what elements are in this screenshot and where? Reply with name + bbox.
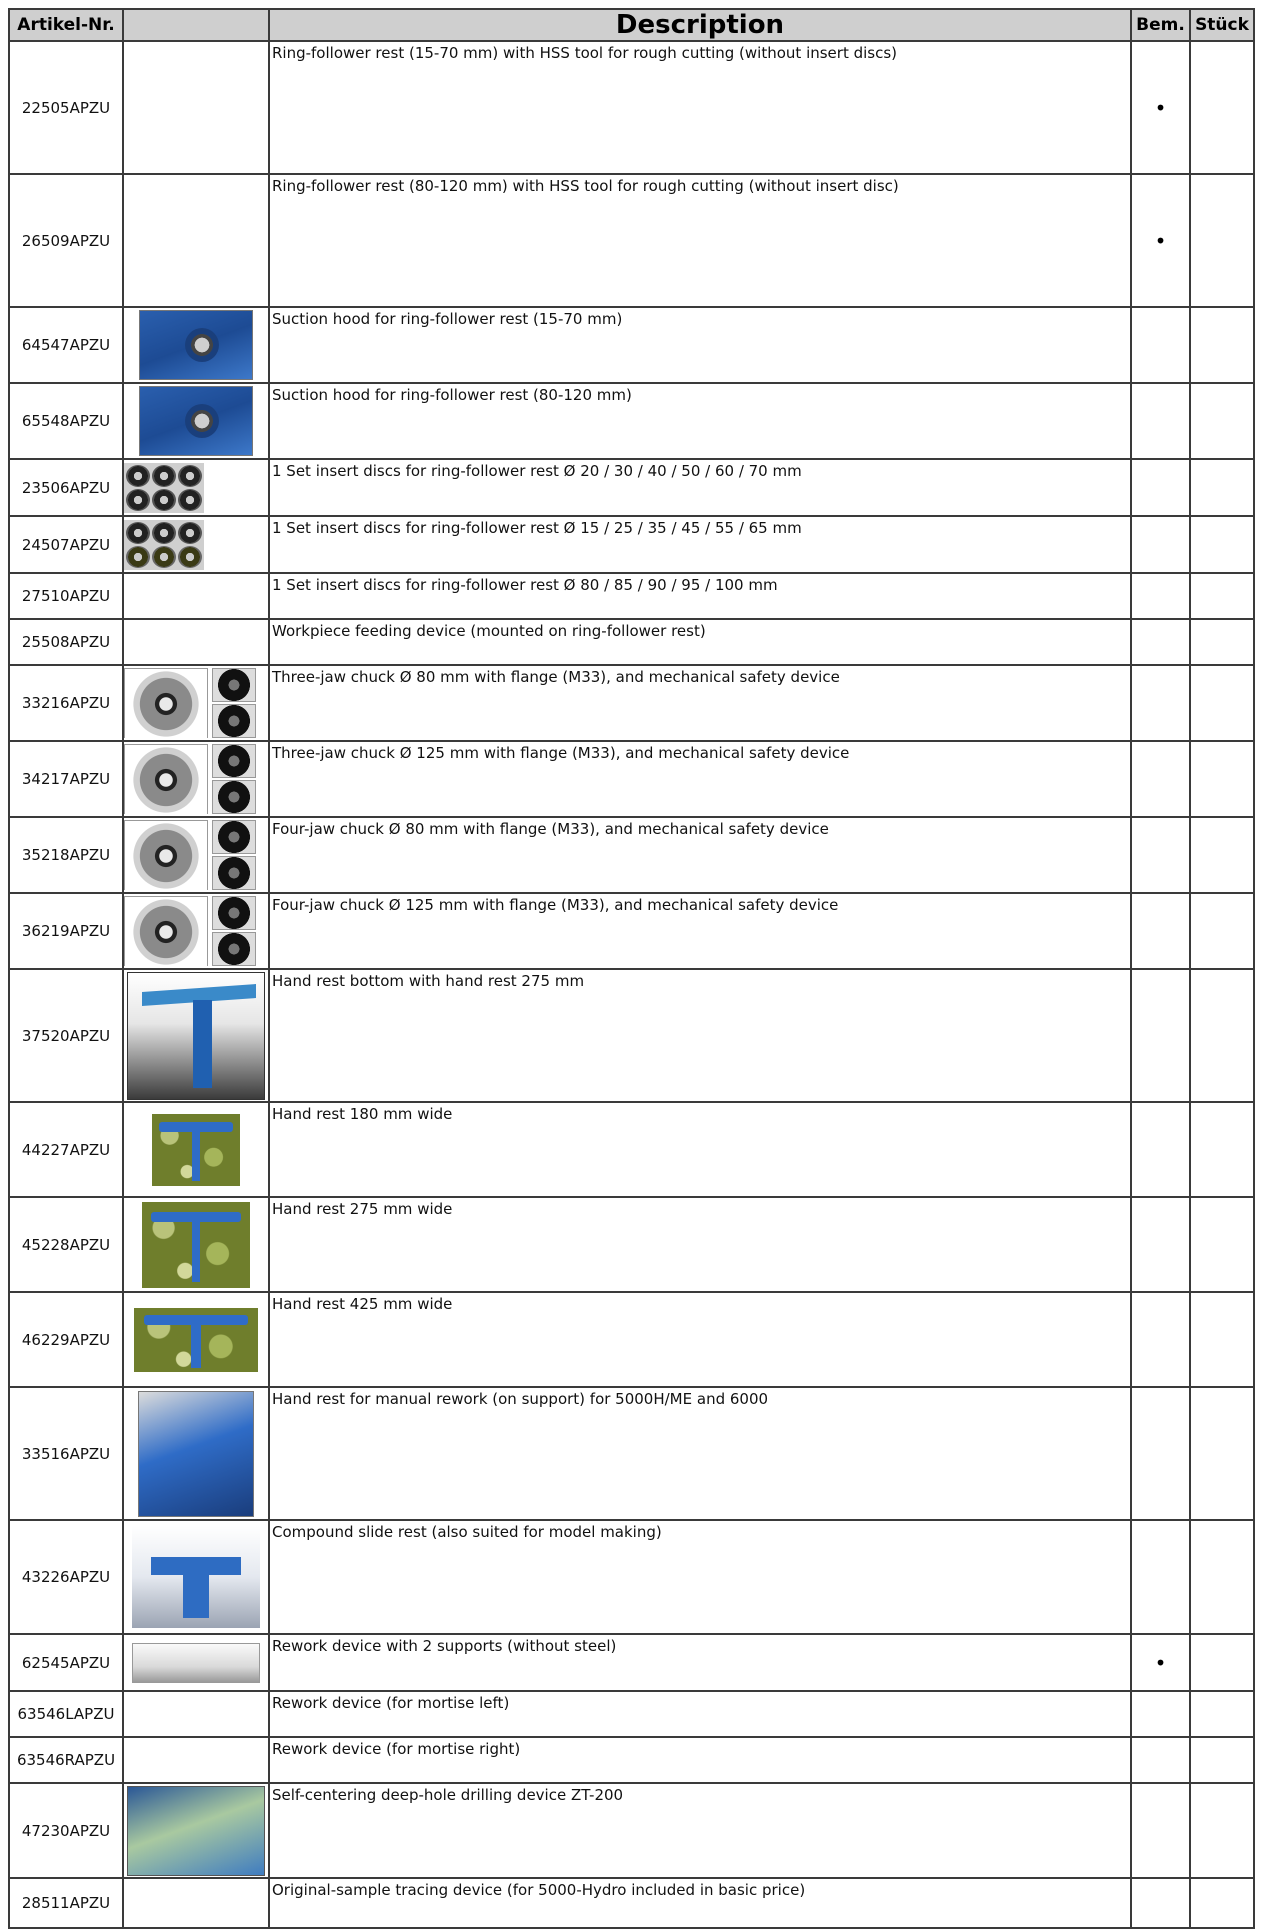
remark-bullet	[1131, 893, 1190, 969]
article-number: 37520APZU	[9, 969, 123, 1102]
product-image-cell	[123, 1102, 269, 1197]
product-image-cell	[123, 459, 269, 516]
article-number: 28511APZU	[9, 1878, 123, 1928]
table-row	[9, 665, 1254, 741]
remark-bullet	[1131, 969, 1190, 1102]
article-number: 36219APZU	[9, 893, 123, 969]
quantity-cell[interactable]	[1190, 41, 1254, 174]
remark-bullet	[1131, 665, 1190, 741]
header-bem: Bem.	[1131, 9, 1190, 41]
article-number: 63546RAPZU	[9, 1737, 123, 1783]
article-number: 46229APZU	[9, 1292, 123, 1387]
remark-bullet	[1131, 1387, 1190, 1520]
article-number: 33516APZU	[9, 1387, 123, 1520]
article-number: 63546LAPZU	[9, 1691, 123, 1737]
description: Ring-follower rest (80-120 mm) with HSS tool for rough cutting (without insert disc)	[269, 174, 1131, 307]
product-image-cell	[123, 573, 269, 619]
remark-bullet	[1131, 516, 1190, 573]
chuck-image	[124, 668, 269, 738]
quantity-cell[interactable]	[1190, 1387, 1254, 1520]
table-row	[9, 573, 1254, 619]
description: 1 Set insert discs for ring-follower rest Ø 20 / 30 / 40 / 50 / 60 / 70 mm	[269, 459, 1131, 516]
product-image-cell	[123, 1520, 269, 1634]
hand-rest-image	[152, 1114, 240, 1186]
article-number: 24507APZU	[9, 516, 123, 573]
rework-device-image	[132, 1643, 260, 1683]
table-row	[9, 1634, 1254, 1691]
suction-hood-image	[139, 386, 253, 456]
quantity-cell[interactable]	[1190, 1102, 1254, 1197]
table-row	[9, 1102, 1254, 1197]
remark-bullet	[1131, 1737, 1190, 1783]
product-image-cell	[123, 516, 269, 573]
article-number: 47230APZU	[9, 1783, 123, 1878]
quantity-cell[interactable]	[1190, 1783, 1254, 1878]
article-number: 65548APZU	[9, 383, 123, 459]
remark-bullet	[1131, 741, 1190, 817]
product-image-cell	[123, 893, 269, 969]
remark-bullet	[1131, 459, 1190, 516]
quantity-cell[interactable]	[1190, 174, 1254, 307]
description: Rework device (for mortise right)	[269, 1737, 1131, 1783]
remark-bullet: •	[1131, 1634, 1190, 1691]
table-row	[9, 383, 1254, 459]
remark-bullet	[1131, 383, 1190, 459]
suction-hood-image	[139, 310, 253, 380]
article-number: 62545APZU	[9, 1634, 123, 1691]
product-image-cell	[123, 1387, 269, 1520]
remark-bullet	[1131, 1691, 1190, 1737]
description: Hand rest bottom with hand rest 275 mm	[269, 969, 1131, 1102]
quantity-cell[interactable]	[1190, 1691, 1254, 1737]
description: Four-jaw chuck Ø 125 mm with flange (M33), and mechanical safety device	[269, 893, 1131, 969]
article-number: 64547APZU	[9, 307, 123, 383]
quantity-cell[interactable]	[1190, 1737, 1254, 1783]
article-number: 23506APZU	[9, 459, 123, 516]
description: 1 Set insert discs for ring-follower rest Ø 80 / 85 / 90 / 95 / 100 mm	[269, 573, 1131, 619]
quantity-cell[interactable]	[1190, 383, 1254, 459]
product-image-cell	[123, 1197, 269, 1292]
remark-bullet: •	[1131, 174, 1190, 307]
description: Hand rest 275 mm wide	[269, 1197, 1131, 1292]
hand-rest-image	[142, 1202, 250, 1288]
article-number: 25508APZU	[9, 619, 123, 665]
chuck-image	[124, 896, 269, 966]
header-description: Description	[269, 9, 1131, 41]
accessories-table	[8, 8, 1255, 1929]
description: Compound slide rest (also suited for model making)	[269, 1520, 1131, 1634]
product-image-cell	[123, 1292, 269, 1387]
product-image-cell	[123, 41, 269, 174]
table-row	[9, 1783, 1254, 1878]
quantity-cell[interactable]	[1190, 516, 1254, 573]
description: Rework device (for mortise left)	[269, 1691, 1131, 1737]
table-row	[9, 1737, 1254, 1783]
description: Four-jaw chuck Ø 80 mm with flange (M33), and mechanical safety device	[269, 817, 1131, 893]
product-image-cell	[123, 817, 269, 893]
article-number: 45228APZU	[9, 1197, 123, 1292]
description: 1 Set insert discs for ring-follower rest Ø 15 / 25 / 35 / 45 / 55 / 65 mm	[269, 516, 1131, 573]
article-number: 22505APZU	[9, 41, 123, 174]
quantity-cell[interactable]	[1190, 307, 1254, 383]
quantity-cell[interactable]	[1190, 619, 1254, 665]
chuck-image	[124, 820, 269, 890]
article-number: 44227APZU	[9, 1102, 123, 1197]
remark-bullet: •	[1131, 41, 1190, 174]
quantity-cell[interactable]	[1190, 1520, 1254, 1634]
insert-discs-image	[124, 463, 204, 513]
insert-discs-image	[124, 520, 204, 570]
table-row	[9, 1691, 1254, 1737]
article-number: 27510APZU	[9, 573, 123, 619]
quantity-cell[interactable]	[1190, 1634, 1254, 1691]
quantity-cell[interactable]	[1190, 459, 1254, 516]
remark-bullet	[1131, 1197, 1190, 1292]
table-row	[9, 1520, 1254, 1634]
product-image-cell	[123, 1634, 269, 1691]
product-image-cell	[123, 665, 269, 741]
table-row	[9, 893, 1254, 969]
description: Rework device with 2 supports (without steel)	[269, 1634, 1131, 1691]
table-row	[9, 174, 1254, 307]
description: Suction hood for ring-follower rest (15-70 mm)	[269, 307, 1131, 383]
quantity-cell[interactable]	[1190, 573, 1254, 619]
remark-bullet	[1131, 1520, 1190, 1634]
product-image-cell	[123, 307, 269, 383]
product-image-cell	[123, 174, 269, 307]
description: Hand rest 425 mm wide	[269, 1292, 1131, 1387]
description: Three-jaw chuck Ø 125 mm with flange (M33), and mechanical safety device	[269, 741, 1131, 817]
product-image-cell	[123, 1783, 269, 1878]
description: Hand rest for manual rework (on support) for 5000H/ME and 6000	[269, 1387, 1131, 1520]
article-number: 34217APZU	[9, 741, 123, 817]
remark-bullet	[1131, 1783, 1190, 1878]
description: Ring-follower rest (15-70 mm) with HSS tool for rough cutting (without insert discs)	[269, 41, 1131, 174]
remark-bullet	[1131, 1102, 1190, 1197]
quantity-cell[interactable]	[1190, 665, 1254, 741]
product-image-cell	[123, 1691, 269, 1737]
chuck-image	[124, 744, 269, 814]
article-number: 43226APZU	[9, 1520, 123, 1634]
product-image-cell	[123, 383, 269, 459]
quantity-cell[interactable]	[1190, 741, 1254, 817]
description: Hand rest 180 mm wide	[269, 1102, 1131, 1197]
description: Workpiece feeding device (mounted on ring-follower rest)	[269, 619, 1131, 665]
description: Original-sample tracing device (for 5000-Hydro included in basic price)	[269, 1878, 1131, 1928]
product-image-cell	[123, 741, 269, 817]
article-number: 35218APZU	[9, 817, 123, 893]
header-artikel: Artikel-Nr.	[9, 9, 123, 41]
drilling-device-image	[127, 1786, 265, 1876]
hand-rest-image	[134, 1308, 258, 1372]
compound-slide-image	[132, 1526, 260, 1628]
table-row	[9, 307, 1254, 383]
quantity-cell[interactable]	[1190, 893, 1254, 969]
hand-rest-bottom-image	[127, 972, 265, 1100]
table-row	[9, 969, 1254, 1102]
table-row	[9, 817, 1254, 893]
remark-bullet	[1131, 619, 1190, 665]
header-image	[123, 9, 269, 41]
table-row	[9, 619, 1254, 665]
table-row	[9, 1387, 1254, 1520]
table-row	[9, 741, 1254, 817]
table-row	[9, 459, 1254, 516]
description: Suction hood for ring-follower rest (80-120 mm)	[269, 383, 1131, 459]
quantity-cell[interactable]	[1190, 1292, 1254, 1387]
product-image-cell	[123, 969, 269, 1102]
remark-bullet	[1131, 307, 1190, 383]
description: Three-jaw chuck Ø 80 mm with flange (M33), and mechanical safety device	[269, 665, 1131, 741]
description: Self-centering deep-hole drilling device ZT-200	[269, 1783, 1131, 1878]
quantity-cell[interactable]	[1190, 1197, 1254, 1292]
table-row	[9, 1197, 1254, 1292]
product-image-cell	[123, 1737, 269, 1783]
manual-rework-image	[138, 1391, 254, 1517]
article-number: 26509APZU	[9, 174, 123, 307]
table-row	[9, 1292, 1254, 1387]
remark-bullet	[1131, 1292, 1190, 1387]
article-number: 33216APZU	[9, 665, 123, 741]
table-row	[9, 516, 1254, 573]
remark-bullet	[1131, 817, 1190, 893]
header-row	[9, 9, 1254, 41]
quantity-cell[interactable]	[1190, 969, 1254, 1102]
table-row	[9, 41, 1254, 174]
product-image-cell	[123, 619, 269, 665]
remark-bullet	[1131, 573, 1190, 619]
header-stueck: Stück	[1190, 9, 1254, 41]
quantity-cell[interactable]	[1190, 817, 1254, 893]
